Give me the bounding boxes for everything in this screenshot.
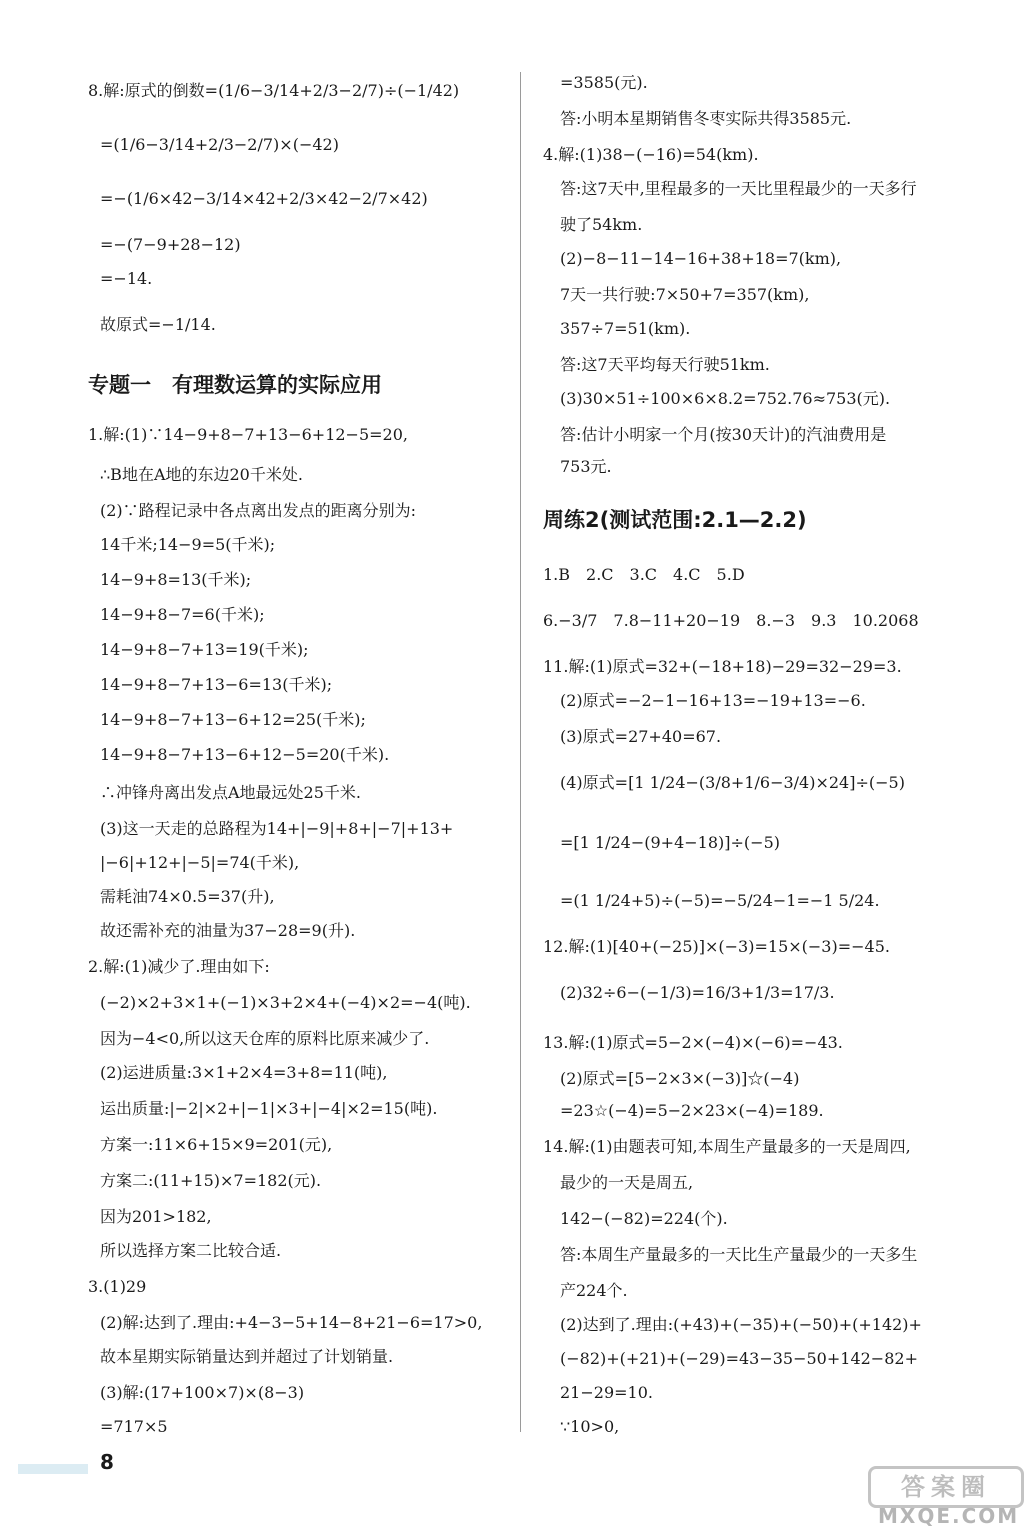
- solution-line: (−82)+(+21)+(−29)=43−35−50+142−82+: [560, 1349, 918, 1368]
- solution-line: 1.解:(1)∵14−9+8−7+13−6+12−5=20,: [88, 425, 408, 444]
- solution-line: 产224个.: [560, 1281, 628, 1300]
- solution-line: |−6|+12+|−5|=74(千米),: [100, 853, 300, 872]
- solution-line: 14−9+8−7+13−6+12=25(千米);: [100, 710, 366, 729]
- solution-line: 运出质量:|−2|×2+|−1|×3+|−4|×2=15(吨).: [100, 1099, 438, 1118]
- solution-line: =[1 1/24−(9+4−18)]÷(−5): [560, 833, 780, 852]
- solution-line: (3)解:(17+100×7)×(8−3): [100, 1383, 305, 1402]
- solution-line: (2)32÷6−(−1/3)=16/3+1/3=17/3.: [560, 983, 835, 1002]
- solution-line: (2)运进质量:3×1+2×4=3+8=11(吨),: [100, 1063, 388, 1082]
- section-heading: 专题一 有理数运算的实际应用: [88, 373, 382, 397]
- solution-line: (3)30×51÷100×6×8.2=752.76≈753(元).: [560, 389, 891, 408]
- solution-line: 1.B 2.C 3.C 4.C 5.D: [543, 565, 745, 584]
- solution-line: 2.解:(1)减少了.理由如下:: [88, 957, 270, 976]
- solution-line: 6.−3/7 7.8−11+20−19 8.−3 9.3 10.2068: [543, 611, 919, 630]
- solution-line: 14−9+8−7=6(千米);: [100, 605, 265, 624]
- q8-line: =−14.: [100, 269, 153, 288]
- solution-line: 14−9+8−7+13−6+12−5=20(千米).: [100, 745, 390, 764]
- q8-line: =−(7−9+28−12): [100, 235, 241, 254]
- solution-line: 方案二:(11+15)×7=182(元).: [100, 1171, 322, 1190]
- solution-line: (2)解:达到了.理由:+4−3−5+14−8+21−6=17>0,: [100, 1313, 483, 1332]
- solution-line: 11.解:(1)原式=32+(−18+18)−29=32−29=3.: [543, 657, 902, 676]
- solution-line: ∵10>0,: [560, 1417, 620, 1436]
- column-divider: [520, 72, 521, 1432]
- q8-line: =−(1/6×42−3/14×42+2/3×42−2/7×42): [100, 189, 428, 208]
- solution-line: 方案一:11×6+15×9=201(元),: [100, 1135, 333, 1154]
- solution-line: (2)原式=[5−2×3×(−3)]☆(−4): [560, 1069, 800, 1088]
- solution-line: 753元.: [560, 457, 612, 476]
- solution-line: (2)原式=−2−1−16+13=−19+13=−6.: [560, 691, 866, 710]
- solution-line: 故还需补充的油量为37−28=9(升).: [100, 921, 356, 940]
- solution-line: 需耗油74×0.5=37(升),: [100, 887, 275, 906]
- solution-line: =717×5: [100, 1417, 168, 1436]
- solution-line: (3)原式=27+40=67.: [560, 727, 722, 746]
- watermark-url: MXQE.COM: [878, 1504, 1020, 1528]
- solution-line: ∴B地在A地的东边20千米处.: [100, 465, 303, 484]
- solution-line: 驶了54km.: [560, 215, 643, 234]
- solution-line: =(1 1/24+5)÷(−5)=−5/24−1=−1 5/24.: [560, 891, 880, 910]
- page-number: 8: [100, 1450, 114, 1474]
- solution-line: 答:这7天平均每天行驶51km.: [560, 355, 770, 374]
- solution-line: (2)∵路程记录中各点离出发点的距离分别为:: [100, 501, 417, 520]
- page-number-bar: [18, 1464, 88, 1474]
- solution-line: 答:这7天中,里程最多的一天比里程最少的一天多行: [560, 179, 917, 198]
- solution-line: (−2)×2+3×1+(−1)×3+2×4+(−4)×2=−4(吨).: [100, 993, 471, 1012]
- solution-line: =23☆(−4)=5−2×23×(−4)=189.: [560, 1101, 824, 1120]
- solution-line: 14.解:(1)由题表可知,本周生产量最多的一天是周四,: [543, 1137, 911, 1156]
- watermark: [838, 1466, 1018, 1528]
- solution-line: (2)−8−11−14−16+38+18=7(km),: [560, 249, 842, 268]
- solution-line: 因为−4<0,所以这天仓库的原料比原来减少了.: [100, 1029, 430, 1048]
- solution-line: 答:本周生产量最多的一天比生产量最少的一天多生: [560, 1245, 918, 1264]
- solution-line: 故本星期实际销量达到并超过了计划销量.: [100, 1347, 394, 1366]
- solution-line: 13.解:(1)原式=5−2×(−4)×(−6)=−43.: [543, 1033, 843, 1052]
- solution-line: (4)原式=[1 1/24−(3/8+1/6−3/4)×24]÷(−5): [560, 773, 905, 792]
- q8-line: =(1/6−3/14+2/3−2/7)×(−42): [100, 135, 339, 154]
- solution-line: 3.(1)29: [88, 1277, 147, 1296]
- solution-line: (2)达到了.理由:(+43)+(−35)+(−50)+(+142)+: [560, 1315, 922, 1334]
- solution-line: 最少的一天是周五,: [560, 1173, 694, 1192]
- solution-line: 21−29=10.: [560, 1383, 653, 1402]
- q8-line: 故原式=−1/14.: [100, 315, 216, 334]
- solution-line: 因为201>182,: [100, 1207, 212, 1226]
- solution-line: =3585(元).: [560, 73, 648, 92]
- solution-line: 答:小明本星期销售冬枣实际共得3585元.: [560, 109, 852, 128]
- watermark-logo: 答案圈: [868, 1466, 1024, 1508]
- solution-line: 所以选择方案二比较合适.: [100, 1241, 282, 1260]
- q8-line: 8.解:原式的倒数=(1/6−3/14+2/3−2/7)÷(−1/42): [88, 81, 460, 100]
- solution-line: 14−9+8−7+13=19(千米);: [100, 640, 309, 659]
- solution-line: 4.解:(1)38−(−16)=54(km).: [543, 145, 759, 164]
- solution-line: 12.解:(1)[40+(−25)]×(−3)=15×(−3)=−45.: [543, 937, 890, 956]
- solution-line: 14−9+8−7+13−6=13(千米);: [100, 675, 333, 694]
- solution-line: 142−(−82)=224(个).: [560, 1209, 728, 1228]
- solution-line: ∴冲锋舟离出发点A地最远处25千米.: [100, 783, 362, 802]
- section-heading: 周练2(测试范围:2.1—2.2): [543, 508, 807, 532]
- solution-line: (3)这一天走的总路程为14+|−9|+8+|−7|+13+: [100, 819, 454, 838]
- solution-line: 答:估计小明家一个月(按30天计)的汽油费用是: [560, 425, 887, 444]
- solution-line: 357÷7=51(km).: [560, 319, 691, 338]
- solution-line: 7天一共行驶:7×50+7=357(km),: [560, 285, 810, 304]
- solution-line: 14千米;14−9=5(千米);: [100, 535, 276, 554]
- solution-line: 14−9+8=13(千米);: [100, 570, 252, 589]
